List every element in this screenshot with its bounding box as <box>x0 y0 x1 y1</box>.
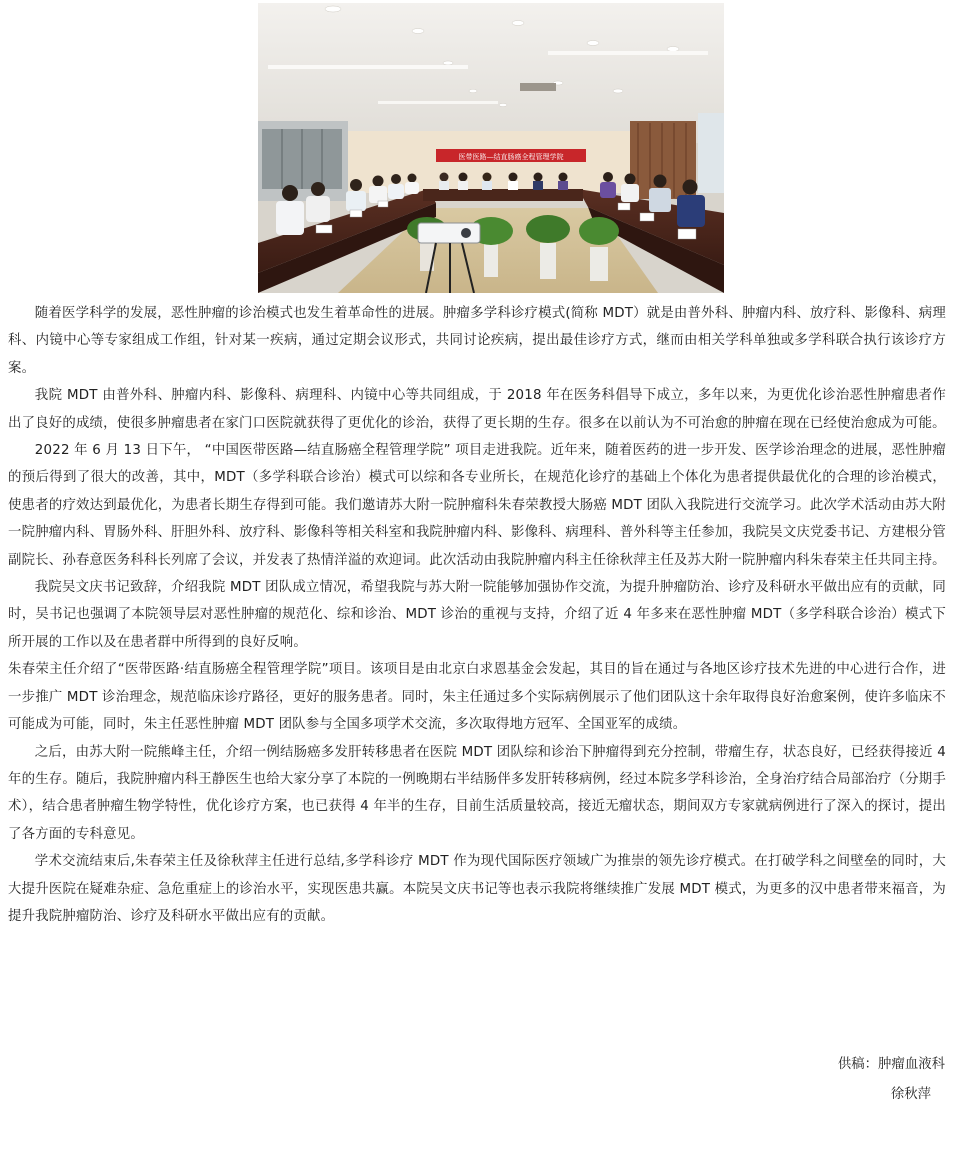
paragraph-1: 随着医学科学的发展，恶性肿瘤的诊治模式也发生着革命性的进展。肿瘤多学科诊疗模式(简称 MDT）就是由普外科、肿瘤内科、放疗科、影像科、病理科、内镜中心等专家组成工作组，针对某一疾病，通过定期会议形式，共同讨论疾病，提出最佳诊疗方式，继而由相关学科单独或多学科联合执行该诊疗方案。 <box>8 306 946 376</box>
meeting-photo <box>258 3 724 293</box>
paragraph-7: 学术交流结束后,朱春荣主任及徐秋萍主任进行总结,多学科诊疗 MDT 作为现代国际医疗领域广为推崇的领先诊疗模式。在打破学科之间壁垒的同时，大大提升医院在疑难杂症、急危重症上的诊治水平，实现医患共赢。本院吴文庆书记等也表示我院将继续推广发展 MDT 模式，为更多的汉中患者带来福音，为提升我院肿瘤防治、诊疗及科研水平做出应有的贡献。 <box>8 854 946 924</box>
banner-text: 医带医路—结直肠癌全程管理学院 <box>458 153 564 161</box>
paragraph-2: 我院 MDT 由普外科、肿瘤内科、影像科、病理科、内镜中心等共同组成，于 2018 年在医务科倡导下成立，多年以来，为更优化诊治恶性肿瘤患者作出了良好的成绩，使很多肿瘤患者在家门口医院就获得了更优化的诊治，获得了更长期的生存。很多在以前认为不可治愈的肿瘤在现在已经使治愈成为可能。 <box>8 388 946 431</box>
paragraph-3: 2022 年 6 月 13 日下午， “中国医带医路—结直肠癌全程管理学院” 项目走进我院。近年来，随着医药的进一步开发、医学诊治理念的进展，恶性肿瘤的预后得到了很大的改善，其中，MDT（多学科联合诊治）模式可以综和各专业所长，在规范化诊疗的基础上个体化为患者提供最优化的合理的诊治模式，使患者的疗效达到最优化，为患者长期生存得到可能。我们邀请苏大附一院肿瘤科朱春荣教授大肠癌 MDT 团队入我院进行交流学习。此次学术活动由苏大附一院肿瘤内科、胃肠外科、肝胆外科、放疗科、影像科等相关科室和我院肿瘤内科、影像科、病理科、普外科等主任参加，我院吴文庆党委书记、方建根分管副院长、孙春意医务科科长列席了会议，并发表了热情洋溢的欢迎词。此次活动由我院肿瘤内科主任徐秋萍主任及苏大附一院肿瘤内科朱春荣主任共同主持。 <box>8 443 946 568</box>
article-body <box>8 300 946 930</box>
paragraph-6: 之后，由苏大附一院熊峰主任，介绍一例结肠癌多发肝转移患者在医院 MDT 团队综和诊治下肿瘤得到充分控制，带瘤生存，状态良好，已经获得接近 4 年的生存。随后，我院肿瘤内科王静医生也给大家分享了本院的一例晚期右半结肠伴多发肝转移病例，经过本院多学科诊治，全身治疗结合局部治疗（分期手术），结合患者肿瘤生物学特性，优化诊疗方案，也已获得 4 年半的生存，目前生活质量较高，接近无瘤状态，期间双方专家就病例进行了深入的探讨，提出了各方面的专科意见。 <box>8 744 946 842</box>
credit-author: 徐秋萍 <box>890 1087 931 1102</box>
meeting-room-illustration <box>258 3 724 293</box>
paragraph-4: 我院吴文庆书记致辞，介绍我院 MDT 团队成立情况，希望我院与苏大附一院能够加强协作交流，为提升肿瘤防治、诊疗及科研水平做出应有的贡献，同时，吴书记也强调了本院领导层对恶性肿瘤的规范化、综和诊治、MDT 诊治的重视与支持，介绍了近 4 年多来在恶性肿瘤 MDT（多学科联合诊治）模式下所开展的工作以及在患者群中所得到的良好反响。 <box>8 580 946 650</box>
credit-source: 供稿：肿瘤血液科 <box>837 1057 945 1072</box>
paragraph-5: 朱春荣主任介绍了“医带医路·结直肠癌全程管理学院”项目。该项目是由北京白求恩基金会发起，其目的旨在通过与各地区诊疗技术先进的中心进行合作，进一步推广 MDT 诊治理念，规范临床诊疗路径，更好的服务患者。同时，朱主任通过多个实际病例展示了他们团队这十余年取得良好治愈案例，使许多临床不可能成为可能，同时，朱主任恶性肿瘤 MDT 团队参与全国多项学术交流，多次取得地方冠军、全国亚军的成绩。 <box>8 662 946 733</box>
